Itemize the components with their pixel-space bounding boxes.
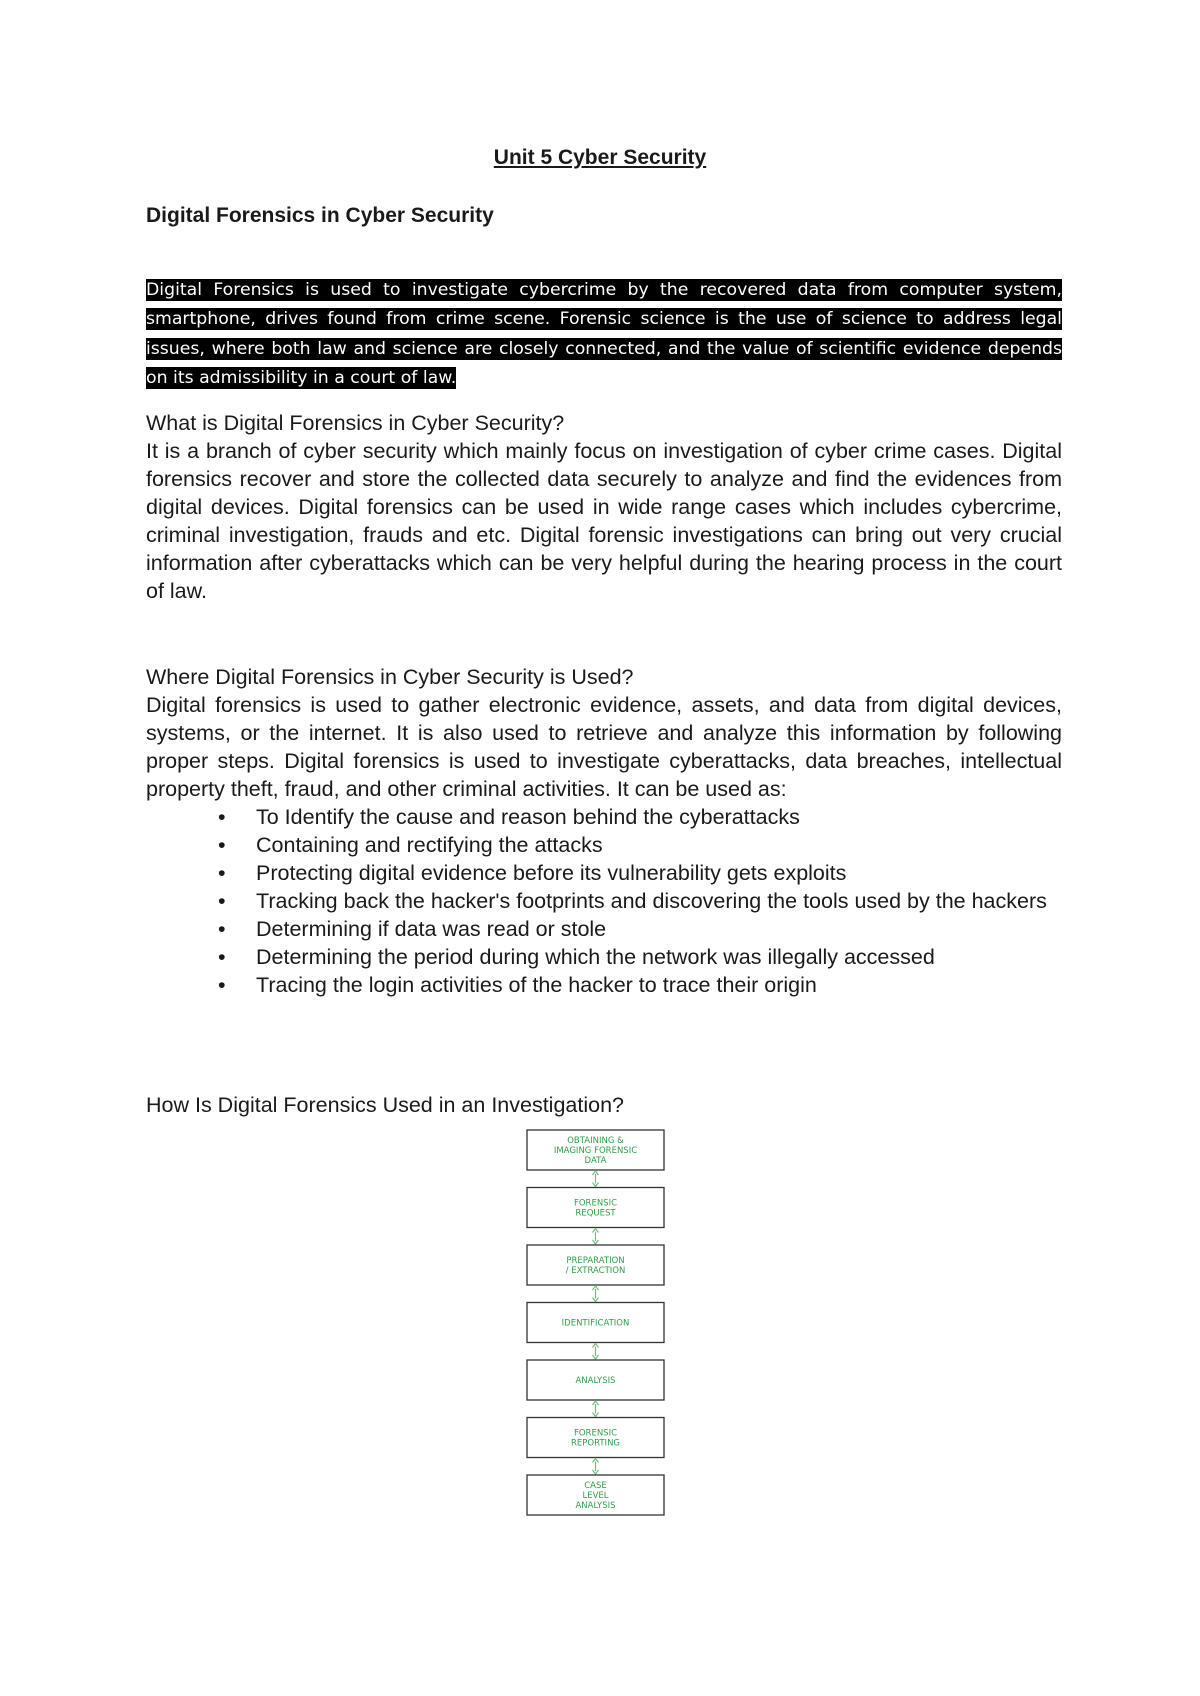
- flow-step-label: DATA: [584, 1156, 607, 1166]
- list-item: • Containing and rectifying the attacks: [146, 831, 1062, 859]
- flow-step-label: FORENSIC: [573, 1428, 618, 1439]
- flow-step-label: FORENSIC: [573, 1198, 618, 1209]
- section-heading: What is Digital Forensics in Cyber Security?: [146, 411, 565, 435]
- flow-step-label: OBTAINING &: [567, 1136, 624, 1146]
- flow-step-label: REQUEST: [575, 1208, 616, 1219]
- list-item: • Protecting digital evidence before its vulnerability gets exploits: [146, 859, 1062, 887]
- list-item: • To Identify the cause and reason behind the cyberattacks: [146, 803, 1062, 831]
- flow-step-label: ANALYSIS: [575, 1501, 616, 1511]
- list-item: • Determining the period during which the network was illegally accessed: [146, 943, 1062, 971]
- flow-step-label: / EXTRACTION: [565, 1266, 626, 1276]
- section-heading: How Is Digital Forensics Used in an Investigation?: [146, 1093, 624, 1117]
- list-item: • Determining if data was read or stole: [146, 915, 1062, 943]
- flow-step-label: REPORTING: [570, 1438, 621, 1449]
- flow-step-label: CASE: [584, 1481, 607, 1491]
- highlighted-text: Digital Forensics is used to investigate cybercrime by the recovered data from computer system, smartphone, drives found from crime scene. Forensic science is the use of science to address legal issues, where both law and science are closely connected, and the value of scientific evidence depends on its admissibility in a court of law.: [146, 280, 1062, 388]
- flow-step-label: IDENTIFICATION: [561, 1318, 630, 1329]
- flow-step-label: LEVEL: [582, 1491, 609, 1501]
- page-title: Unit 5 Cyber Security: [493, 146, 707, 169]
- flow-step-label: PREPARATION: [566, 1256, 625, 1266]
- list-item: • Tracking back the hacker's footprints and discovering the tools used by the hackers: [146, 887, 1062, 915]
- section-body: It is a branch of cyber security which mainly focus on investigation of cyber crime cases. Digital forensics recover and store the collected data securely to analyze and find the evidences from digital devices. Digital forensics can be used in wide range cases which includes cybercrime, criminal investigation, frauds and etc. Digital forensic investigations can bring out very crucial information after cyberattacks which can be very helpful during the hearing process in the court of law.: [146, 439, 1062, 603]
- section-body: Digital forensics is used to gather electronic evidence, assets, and data from digital devices, systems, or the internet. It is also used to retrieve and analyze this information by following proper steps. Digital forensics is used to investigate cyberattacks, data breaches, intellectual property theft, fraud, and other criminal activities. It can be used as:: [146, 693, 1062, 801]
- section-heading: Where Digital Forensics in Cyber Security is Used?: [146, 665, 634, 689]
- list-item: • Tracing the login activities of the hacker to trace their origin: [146, 971, 1062, 999]
- flow-step-label: IMAGING FORENSIC: [553, 1146, 638, 1156]
- flow-step-label: ANALYSIS: [575, 1376, 616, 1386]
- section-title: Digital Forensics in Cyber Security: [146, 204, 494, 227]
